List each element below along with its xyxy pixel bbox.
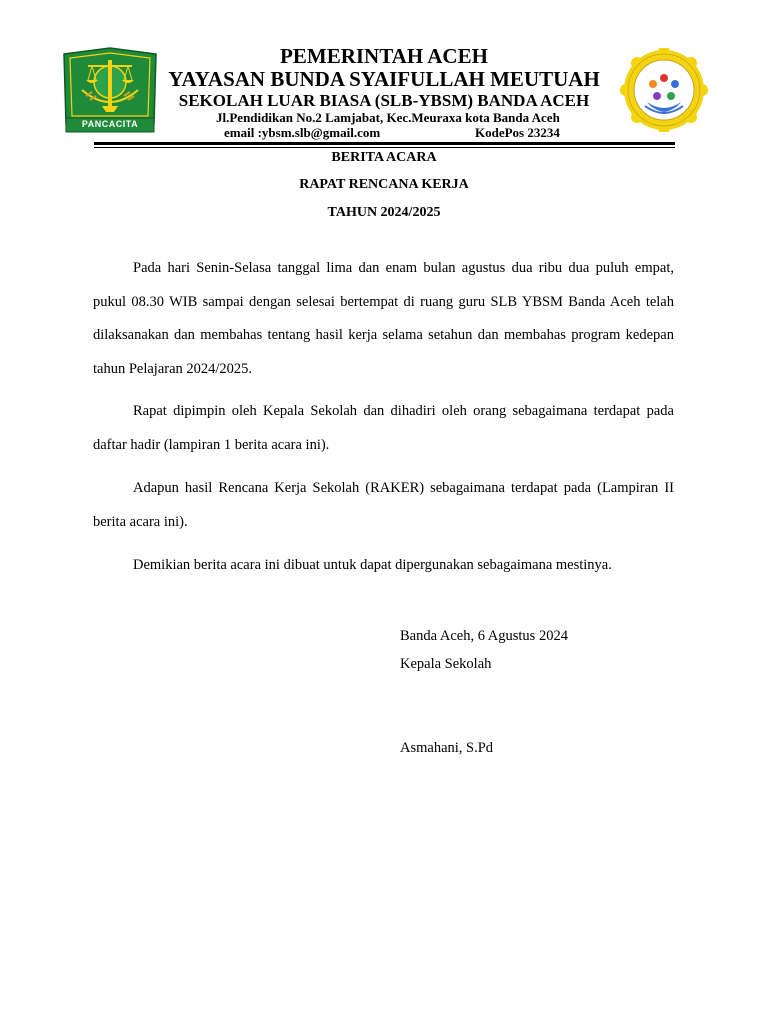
signature-name: Asmahani, S.Pd <box>400 740 494 756</box>
body-paragraph-2: Rapat dipimpin oleh Kepala Sekolah dan dihadiri oleh orang sebagaimana terdapat pada daftar hadir (lampiran 1 berita acara ini). <box>93 403 674 453</box>
body-paragraph-3: Adapun hasil Rencana Kerja Sekolah (RAKER) sebagaimana terdapat pada (Lampiran II berita acara ini). <box>93 480 674 530</box>
document-year: TAHUN 2024/2025 <box>327 205 441 220</box>
school-name: SEKOLAH LUAR BIASA (SLB-YBSM) BANDA ACEH <box>178 91 590 110</box>
school-email: email :ybsm.slb@gmail.com <box>224 125 381 140</box>
body-paragraph-4: Demikian berita acara ini dibuat untuk dapat dipergunakan sebagaimana mestinya. <box>133 557 612 573</box>
header-divider-thin <box>94 147 675 148</box>
signature-place-date: Banda Aceh, 6 Agustus 2024 <box>400 628 568 644</box>
government-name: PEMERINTAH ACEH <box>280 44 488 68</box>
foundation-name: YAYASAN BUNDA SYAIFULLAH MEUTUAH <box>168 67 600 91</box>
postal-code: KodePos 23234 <box>475 125 560 140</box>
document-subtitle: RAPAT RENCANA KERJA <box>299 177 469 192</box>
pancacita-label: PANCACITA <box>81 119 139 129</box>
document-title: BERITA ACARA <box>331 150 437 165</box>
header-divider-thick <box>94 142 675 145</box>
body-paragraph-1: Pada hari Senin-Selasa tanggal lima dan enam bulan agustus dua ribu dua puluh empat, pukul 08.30 WIB sampai dengan selesai bertempat di ruang guru SLB YBSM Banda Aceh telah dilaksanakan dan membahas tentang hasil kerja selama setahun dan membahas program kedepan tahun Pelajaran 2024/2025. <box>93 260 674 377</box>
signature-position: Kepala Sekolah <box>400 656 492 672</box>
school-address: Jl.Pendidikan No.2 Lamjabat, Kec.Meuraxa kota Banda Aceh <box>216 110 560 125</box>
